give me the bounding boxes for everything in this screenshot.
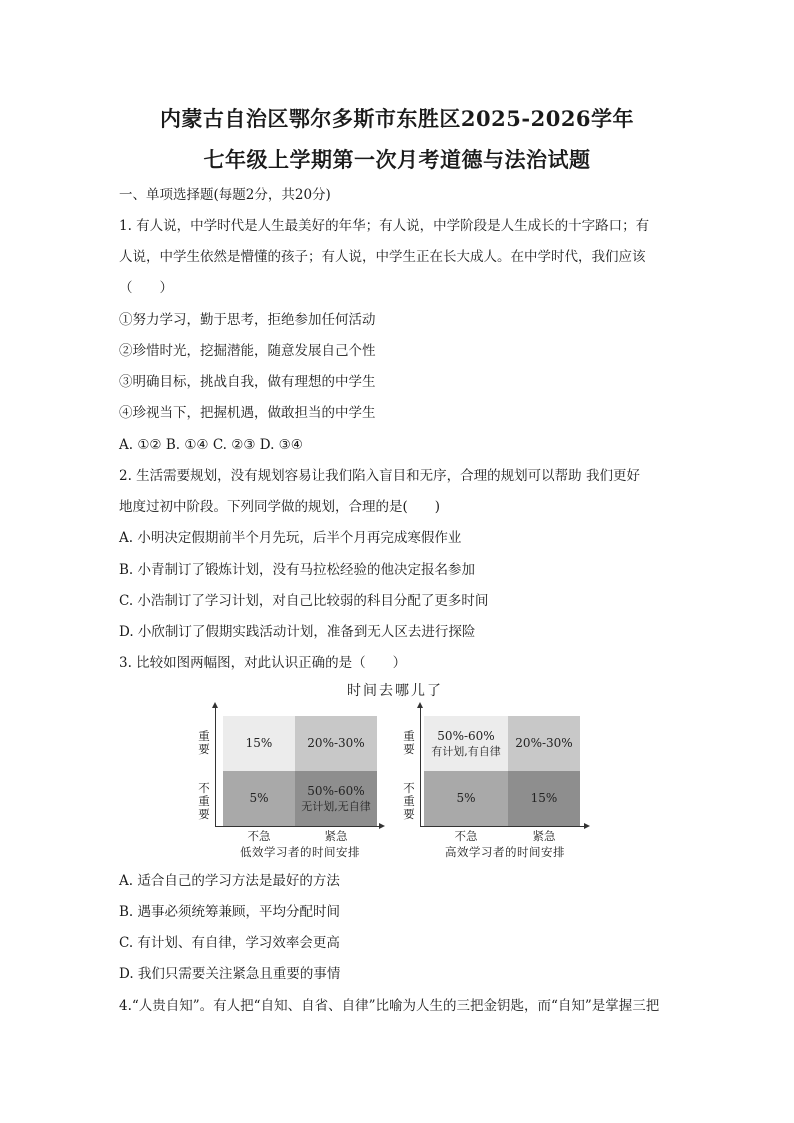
q2-stem-line2: 地度过初中阶段。下列同学做的规划，合理的是( ) — [119, 499, 441, 515]
q3-option-c: C. 有计划、有自律，学习效率会更高 — [119, 935, 340, 951]
left-x-arrow — [379, 823, 385, 829]
q2-stem-line1: 2. 生活需要规划，没有规划容易让我们陷入盲目和无序，合理的规划可以帮助 我们更好 — [119, 468, 640, 484]
left-cell-value: 50%-60% — [307, 783, 365, 798]
q2-option-a: A. 小明决定假期前半个月先玩，后半个月再完成寒假作业 — [119, 530, 462, 546]
q2-option-c: C. 小浩制订了学习计划，对自己比较弱的科目分配了更多时间 — [119, 593, 489, 609]
high-efficiency-matrix — [400, 702, 595, 862]
right-cell-subtext: 有计划,有自律 — [431, 744, 501, 758]
q3-option-a: A. 适合自己的学习方法是最好的方法 — [119, 873, 340, 889]
figure-title: 时间去哪儿了 — [347, 683, 443, 699]
right-cell-not-important-not-urgent — [424, 771, 508, 826]
time-allocation-figure — [195, 680, 595, 860]
right-cell-not-important-urgent — [508, 771, 580, 826]
left-x-label-not-urgent: 不急 — [247, 829, 271, 843]
left-cell-important-not-urgent — [223, 716, 295, 771]
right-cell-value: 15% — [530, 791, 558, 805]
q3-option-b: B. 遇事必须统筹兼顾，平均分配时间 — [119, 904, 341, 920]
q1-stem-line2: 人说，中学生依然是懵懂的孩子；有人说，中学生正在长大成人。在中学时代，我们应该 — [119, 249, 646, 265]
q1-options: A. ①② B. ①④ C. ②③ D. ③④ — [119, 437, 303, 453]
left-cell-value: 15% — [245, 736, 273, 750]
left-caption: 低效学习者的时间安排 — [240, 845, 360, 859]
right-x-label-not-urgent: 不急 — [454, 829, 478, 843]
left-cell-value: 5% — [249, 791, 269, 805]
q1-stem-line1: 1. 有人说，中学时代是人生最美好的年华；有人说，中学阶段是人生成长的十字路口；有 — [119, 218, 650, 234]
left-x-label-urgent: 紧急 — [324, 829, 348, 843]
left-y-label-important: 重要 — [198, 729, 210, 756]
q1-item-3: ③明确目标，挑战自我，做有理想的中学生 — [119, 374, 376, 390]
left-y-label-not-important: 不重要 — [198, 781, 210, 821]
right-cell-value: 20%-30% — [515, 736, 573, 750]
section-heading: 一、单项选择题(每题2分，共20分) — [119, 187, 331, 203]
q1-item-4: ④珍视当下，把握机遇，做敢担当的中学生 — [119, 405, 376, 421]
left-cell-not-important-not-urgent — [223, 771, 295, 826]
left-cell-value: 20%-30% — [307, 736, 365, 750]
q3-stem: 3. 比较如图两幅图，对此认识正确的是（ ） — [119, 655, 407, 671]
right-cell-important-not-urgent — [424, 716, 508, 771]
q3-option-d: D. 我们只需要关注紧急且重要的事情 — [119, 966, 341, 982]
left-x-axis — [215, 826, 381, 827]
right-cell-value: 50%-60% — [437, 728, 495, 743]
q2-option-b: B. 小青制订了锻炼计划，没有马拉松经验的他决定报名参加 — [119, 562, 476, 578]
right-cell-important-urgent — [508, 716, 580, 771]
left-y-axis — [215, 706, 216, 826]
right-x-label-urgent: 紧急 — [532, 829, 556, 843]
q1-item-1: ①努力学习，勤于思考，拒绝参加任何活动 — [119, 312, 376, 328]
q1-stem-line3: （ ） — [119, 280, 173, 296]
exam-title-line2: 七年级上学期第一次月考道德与法治试题 — [203, 147, 591, 172]
exam-title-line1: 内蒙古自治区鄂尔多斯市东胜区2025-2026学年 — [159, 106, 635, 131]
left-cell-important-urgent — [295, 716, 377, 771]
q4-stem-line1: 4.“人贵自知”。有人把“自知、自省、自律”比喻为人生的三把金钥匙，而“自知”是掌握三把 — [119, 998, 660, 1014]
q1-item-2: ②珍惜时光，挖掘潜能，随意发展自己个性 — [119, 343, 376, 359]
q2-option-d: D. 小欣制订了假期实践活动计划，准备到无人区去进行探险 — [119, 624, 476, 640]
right-y-label-important: 重要 — [403, 729, 415, 756]
right-y-label-not-important: 不重要 — [403, 781, 415, 821]
right-x-axis — [420, 826, 586, 827]
right-caption: 高效学习者的时间安排 — [445, 845, 565, 859]
right-y-axis — [420, 706, 421, 826]
right-cell-value: 5% — [456, 791, 476, 805]
left-cell-subtext: 无计划,无自律 — [301, 799, 371, 813]
left-cell-not-important-urgent — [295, 771, 377, 826]
right-x-arrow — [584, 823, 590, 829]
low-efficiency-matrix — [195, 702, 385, 862]
